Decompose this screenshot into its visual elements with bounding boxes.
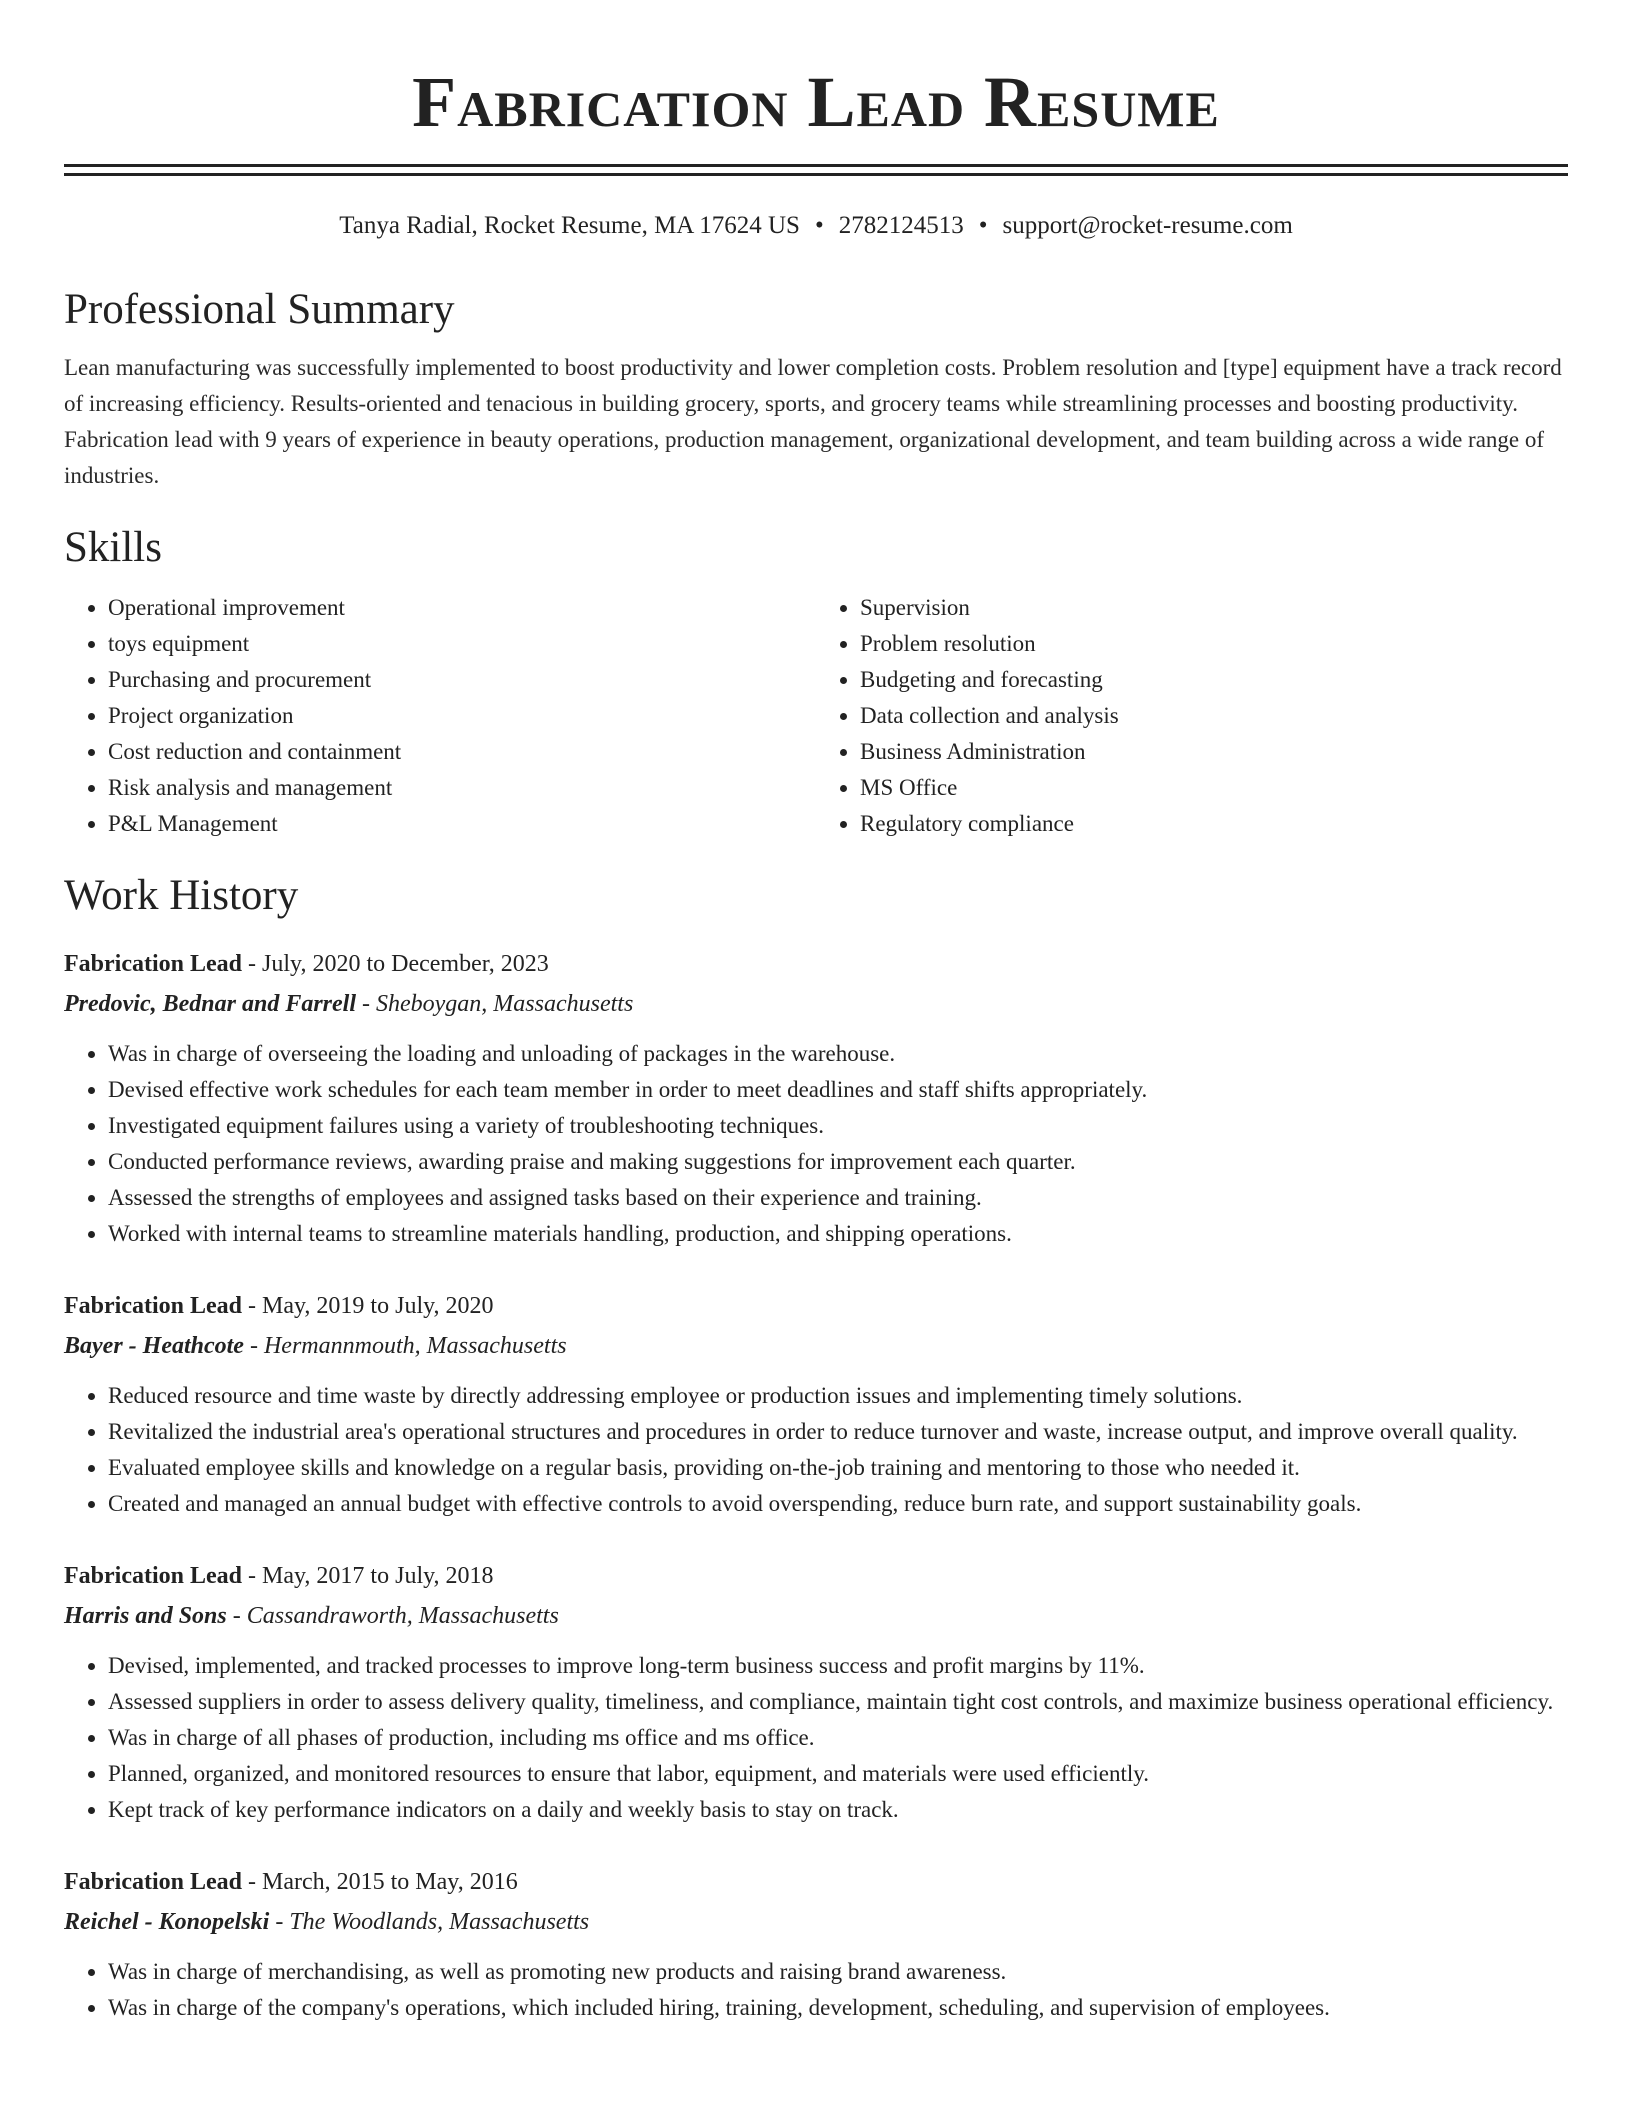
job-dash: - bbox=[242, 1869, 262, 1895]
skill-item: • Project organization bbox=[108, 698, 816, 734]
skill-item: • Business Administration bbox=[860, 734, 1568, 770]
job-dates: May, 2017 to July, 2018 bbox=[262, 1563, 494, 1589]
job-bullets bbox=[64, 1378, 1568, 1522]
job-bullets bbox=[64, 1954, 1568, 2026]
job-bullet: • Kept track of key performance indicators on a daily and weekly basis to stay on track. bbox=[108, 1792, 1568, 1828]
job-dates: May, 2019 to July, 2020 bbox=[262, 1293, 494, 1319]
job-bullet: • Reduced resource and time waste by directly addressing employee or production issues and implementing timely solutions. bbox=[108, 1378, 1568, 1414]
skill-item: • Cost reduction and containment bbox=[108, 734, 816, 770]
resume-title: Fabrication Lead Resume bbox=[412, 62, 1220, 142]
job-title: Fabrication Lead bbox=[64, 1293, 242, 1319]
job-bullet: • Revitalized the industrial area's operational structures and procedures in order to reduce turnover and waste, increase output, and improve overall quality. bbox=[108, 1414, 1568, 1450]
job-location: Hermannmouth, Massachusetts bbox=[263, 1333, 567, 1359]
job-bullet: • Planned, organized, and monitored resources to ensure that labor, equipment, and materials were used efficiently. bbox=[108, 1756, 1568, 1792]
job-entry bbox=[64, 944, 1568, 1252]
job-title-line bbox=[64, 1286, 1568, 1326]
job-bullet: • Worked with internal teams to streamline materials handling, production, and shipping operations. bbox=[108, 1216, 1568, 1252]
job-dates: March, 2015 to May, 2016 bbox=[262, 1869, 518, 1895]
job-bullet: • Created and managed an annual budget with effective controls to avoid overspending, reduce burn rate, and support sustainability goals. bbox=[108, 1486, 1568, 1522]
job-entry bbox=[64, 1286, 1568, 1522]
skill-item: • Budgeting and forecasting bbox=[860, 662, 1568, 698]
skills-list-left bbox=[64, 590, 816, 842]
job-bullet: • Was in charge of overseeing the loading and unloading of packages in the warehouse. bbox=[108, 1036, 1568, 1072]
skills-heading: Skills bbox=[64, 524, 162, 571]
job-title-line bbox=[64, 1862, 1568, 1902]
job-title: Fabrication Lead bbox=[64, 1563, 242, 1589]
skill-item: • toys equipment bbox=[108, 626, 816, 662]
skill-item: • Risk analysis and management bbox=[108, 770, 816, 806]
job-dash: - bbox=[242, 1563, 262, 1589]
summary-heading: Professional Summary bbox=[64, 286, 455, 333]
job-bullet: • Devised, implemented, and tracked processes to improve long-term business success and profit margins by 11%. bbox=[108, 1648, 1568, 1684]
job-bullet: • Investigated equipment failures using a variety of troubleshooting techniques. bbox=[108, 1108, 1568, 1144]
job-location: The Woodlands, Massachusetts bbox=[289, 1909, 590, 1935]
job-location: Cassandraworth, Massachusetts bbox=[246, 1603, 559, 1629]
skill-item: • Problem resolution bbox=[860, 626, 1568, 662]
job-dash: - bbox=[269, 1909, 290, 1935]
job-bullets bbox=[64, 1648, 1568, 1828]
job-bullet: • Devised effective work schedules for each team member in order to meet deadlines and staff shifts appropriately. bbox=[108, 1072, 1568, 1108]
contact-email: support@rocket-resume.com bbox=[1002, 212, 1293, 239]
job-bullet: • Evaluated employee skills and knowledge on a regular basis, providing on-the-job training and mentoring to those who needed it. bbox=[108, 1450, 1568, 1486]
job-bullet: • Conducted performance reviews, awarding praise and making suggestions for improvement each quarter. bbox=[108, 1144, 1568, 1180]
skills-columns bbox=[64, 590, 1568, 842]
contact-separator: • bbox=[814, 212, 824, 239]
job-title: Fabrication Lead bbox=[64, 951, 242, 977]
job-dash: - bbox=[242, 1293, 262, 1319]
job-title: Fabrication Lead bbox=[64, 1869, 242, 1895]
job-dash: - bbox=[242, 951, 262, 977]
title-double-rule bbox=[64, 164, 1568, 176]
job-bullet: • Was in charge of the company's operations, which included hiring, training, development, scheduling, and supervision of employees. bbox=[108, 1990, 1568, 2026]
job-dash: - bbox=[226, 1603, 247, 1629]
skill-item: • Purchasing and procurement bbox=[108, 662, 816, 698]
summary-text: Lean manufacturing was successfully implemented to boost productivity and lower completion costs. Problem resolution and [type] equipment have a track record of increasing efficiency. Results-oriented and tenacious in building grocery, sports, and grocery teams while streamlining processes and boosting productivity. Fabrication lead with 9 years of experience in beauty operations, production management, organizational development, and team building across a wide range of industries. bbox=[64, 355, 1562, 488]
job-company-line bbox=[64, 984, 1568, 1024]
job-bullet: • Assessed suppliers in order to assess delivery quality, timeliness, and compliance, maintain tight cost controls, and maximize business operational efficiency. bbox=[108, 1684, 1568, 1720]
contact-phone: 2782124513 bbox=[838, 212, 964, 239]
skills-list-right bbox=[816, 590, 1568, 842]
job-location: Sheboygan, Massachusetts bbox=[376, 991, 634, 1017]
contact-address: Tanya Radial, Rocket Resume, MA 17624 US bbox=[339, 212, 800, 239]
contact-line bbox=[64, 210, 1568, 242]
skill-item: • MS Office bbox=[860, 770, 1568, 806]
skill-item: • Operational improvement bbox=[108, 590, 816, 626]
job-entry bbox=[64, 1862, 1568, 2026]
job-company-line bbox=[64, 1596, 1568, 1636]
job-title-line bbox=[64, 1556, 1568, 1596]
job-title-line bbox=[64, 944, 1568, 984]
job-dates: July, 2020 to December, 2023 bbox=[262, 951, 549, 977]
job-company: Harris and Sons bbox=[64, 1603, 227, 1629]
skill-item: • P&L Management bbox=[108, 806, 816, 842]
skill-item: • Data collection and analysis bbox=[860, 698, 1568, 734]
job-company-line bbox=[64, 1902, 1568, 1942]
job-dash: - bbox=[243, 1333, 264, 1359]
skill-item: • Regulatory compliance bbox=[860, 806, 1568, 842]
skill-item: • Supervision bbox=[860, 590, 1568, 626]
job-entry bbox=[64, 1556, 1568, 1828]
job-company-line bbox=[64, 1326, 1568, 1366]
job-dash: - bbox=[356, 991, 376, 1017]
job-bullets bbox=[64, 1036, 1568, 1252]
job-company: Reichel - Konopelski bbox=[64, 1909, 270, 1935]
job-company: Predovic, Bednar and Farrell bbox=[64, 991, 356, 1017]
job-bullet: • Assessed the strengths of employees and assigned tasks based on their experience and training. bbox=[108, 1180, 1568, 1216]
job-bullet: • Was in charge of merchandising, as well as promoting new products and raising brand awareness. bbox=[108, 1954, 1568, 1990]
contact-separator: • bbox=[978, 212, 988, 239]
job-bullet: • Was in charge of all phases of production, including ms office and ms office. bbox=[108, 1720, 1568, 1756]
work-history-heading: Work History bbox=[64, 872, 299, 919]
job-company: Bayer - Heathcote bbox=[64, 1333, 244, 1359]
